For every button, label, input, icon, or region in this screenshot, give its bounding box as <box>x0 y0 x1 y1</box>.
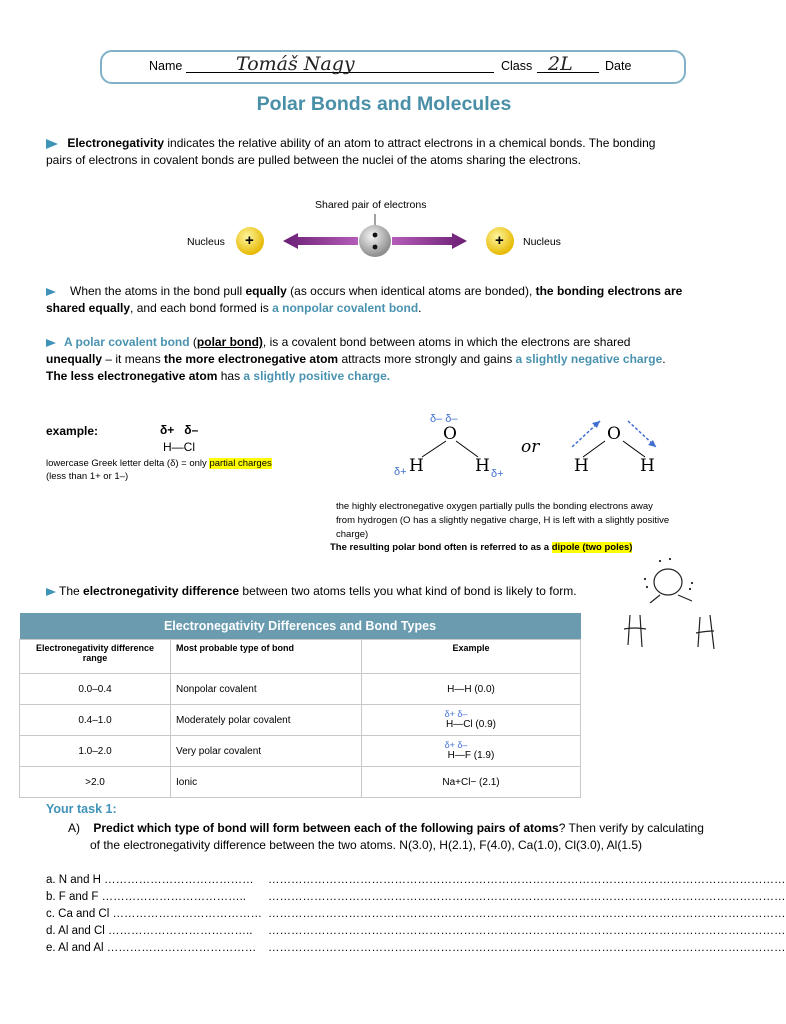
electron-dot <box>373 245 378 250</box>
partial-charges-highlight: partial charges <box>209 458 272 469</box>
nonpolar-paragraph: When the atoms in the bond pull equally (as occurs when identical atoms are bonded), the bonding electrons are shared equally, and each bond formed is a nonpolar covalent bond. <box>46 284 683 315</box>
answer-line[interactable]: ……………………………………………………………………………………………………………………… <box>268 942 786 954</box>
task-items <box>46 872 262 957</box>
intro-text-2: pairs of electrons in covalent bonds are pulled between the nuclei of the atoms sharing the electrons. <box>46 153 581 167</box>
example-label: example: <box>46 424 99 438</box>
intro-text-1: indicates the relative ability of an atom to attract electrons in a chemical bonds. The bonding <box>167 136 656 150</box>
water2-hydrogen-right: H <box>640 456 655 476</box>
nonpolar-term: a nonpolar covalent bond <box>272 301 419 315</box>
water-hydrogen-right: H <box>475 456 490 476</box>
class-label: Class <box>501 59 533 73</box>
dipole-highlight: dipole (two poles) <box>551 542 633 553</box>
water-delta-plus-left: δ+ <box>394 466 407 478</box>
electron-dot <box>373 233 378 238</box>
polar-term: A polar covalent bond <box>64 335 190 349</box>
table-row: 1.0–2.0 Very polar covalent δ+ δ– H—F (1.9) <box>20 736 581 767</box>
task-item: c. Ca and Cl ………………………………… <box>46 908 262 920</box>
bullet-triangle-icon <box>46 288 56 296</box>
table-title: Electronegativity Differences and Bond Types <box>20 613 581 640</box>
task-item: d. Al and Cl ……………………………….. <box>46 925 253 937</box>
example-formula: H—Cl <box>163 440 195 454</box>
example-note: lowercase Greek letter delta (δ) = only partial charges (less than 1+ or 1–) <box>46 458 272 482</box>
page-title: Polar Bonds and Molecules <box>256 93 512 115</box>
name-label: Name <box>149 59 183 73</box>
difference-paragraph: The electronegativity difference between two atoms tells you what kind of bond is likely to form. <box>46 583 577 600</box>
task-item: b. F and F ……………………………….. <box>46 891 246 903</box>
answer-line[interactable]: ……………………………………………………………………………………………………………………… <box>268 908 786 920</box>
water-delta-minus: δ– δ– <box>430 413 458 425</box>
polar-paragraph: A polar covalent bond (polar bond), is a covalent bond between atoms in which the electrons are shared unequally – it means the more electronegative atom attracts more strongly and gains a slightly negative charge. The less electronegative atom has a slightly positive charge. <box>46 335 666 383</box>
handwritten-water-sketch <box>600 555 740 655</box>
water-oxygen: O <box>443 424 457 444</box>
table-row: >2.0 Ionic Na+Cl− (2.1) <box>20 767 581 798</box>
bullet-triangle-icon <box>46 339 56 347</box>
header-example: Example <box>362 640 581 674</box>
plus-left: + <box>245 232 254 249</box>
header-box <box>100 50 686 84</box>
header-type: Most probable type of bond <box>171 640 362 674</box>
table-row: 0.4–1.0 Moderately polar covalent δ+ δ– H—Cl (0.9) <box>20 705 581 736</box>
right-arrow-icon <box>392 233 467 249</box>
task-item: e. Al and Al ………………………………… <box>46 942 257 954</box>
answer-line[interactable]: ……………………………………………………………………………………………………………………… <box>268 891 786 903</box>
shared-pair-label: Shared pair of electrons <box>315 199 427 211</box>
water-note: the highly electronegative oxygen partially pulls the bonding electrons away from hydrogen (O has a slightly negative charge, H is left with a slightly positive charge) <box>336 501 670 540</box>
electron-pair-circle <box>359 225 391 257</box>
table-row: 0.0–0.4 Nonpolar covalent H—H (0.0) <box>20 674 581 705</box>
left-arrow-icon <box>283 233 358 249</box>
water-delta-plus-right: δ+ <box>491 468 504 480</box>
bullet-triangle-icon <box>46 588 56 596</box>
answer-line[interactable]: ……………………………………………………………………………………………………………………… <box>268 925 786 937</box>
class-value: 2L <box>548 53 573 75</box>
intro-paragraph <box>46 135 736 169</box>
date-label: Date <box>605 59 632 73</box>
answer-lines <box>268 872 786 957</box>
table-header-row <box>20 640 581 674</box>
answer-line[interactable]: ……………………………………………………………………………………………………………………… <box>268 874 786 886</box>
or-text: or <box>521 437 540 457</box>
bullet-triangle-icon <box>46 139 58 149</box>
nucleus-left-label: Nucleus <box>187 236 225 248</box>
task-heading: Your task 1: <box>46 802 117 816</box>
header-range: Electronegativity difference range <box>20 640 171 674</box>
intro-term: Electronegativity <box>67 136 165 150</box>
dipole-line: The resulting polar bond often is referred to as a dipole (two poles) <box>330 542 633 553</box>
nucleus-right-label: Nucleus <box>523 236 561 248</box>
example-charges: δ+ δ– <box>160 423 199 437</box>
task-item: a. N and H ………………………………… <box>46 874 254 886</box>
electronegativity-table <box>19 613 581 798</box>
water-hydrogen-left: H <box>409 456 424 476</box>
delta-annotation: δ+ δ– <box>444 740 468 750</box>
name-value: Tomáš Nagy <box>236 53 355 75</box>
water2-oxygen: O <box>607 424 621 444</box>
plus-right: + <box>495 232 504 249</box>
delta-annotation: δ+ δ– <box>444 709 468 719</box>
water2-hydrogen-left: H <box>574 456 589 476</box>
task-a: A) Predict which type of bond will form between each of the following pairs of atoms? Then verify by calculating of the electronegativity difference between the two atoms. N(3.0), H(2.1), F(4.0), Ca(1.0), Cl(3.0), Al(1.5) <box>68 821 704 852</box>
